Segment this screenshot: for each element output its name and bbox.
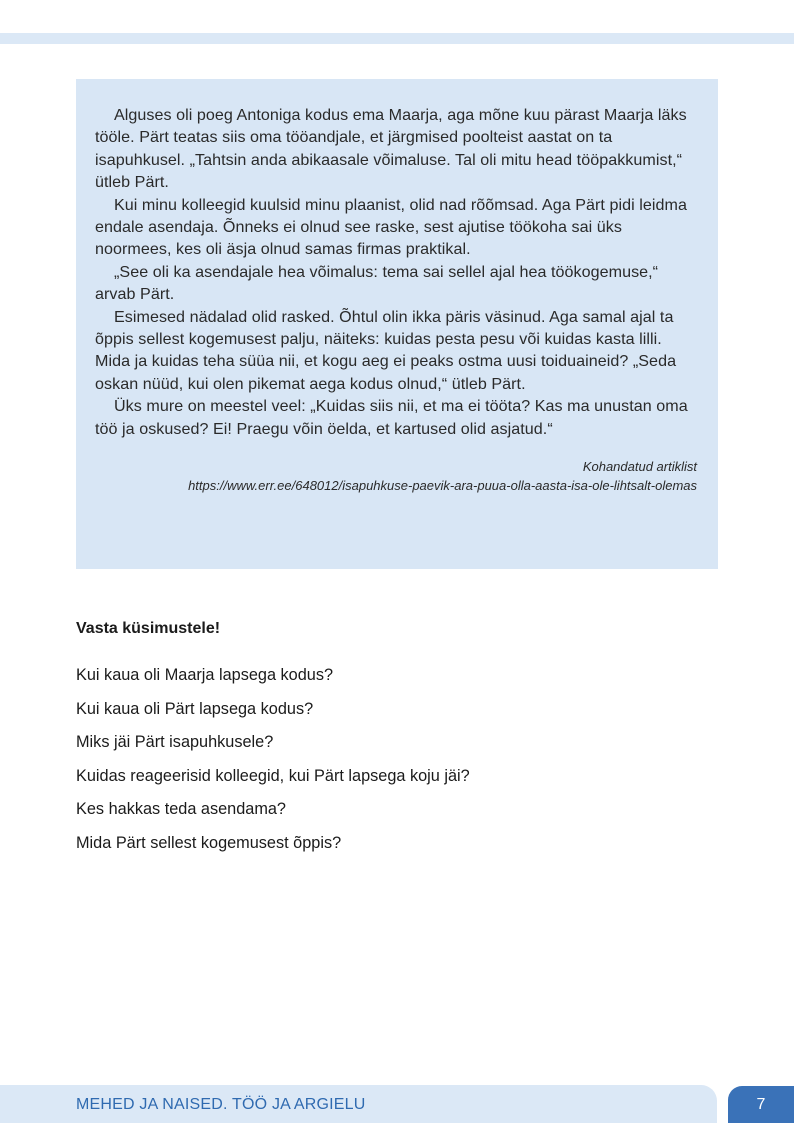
questions-title: Vasta küsimustele! [76,620,221,637]
reading-paragraph: „See oli ka asendajale hea võimalus: tema sai sellel ajal hea töökogemuse,“ arvab Pärt. [95,262,659,304]
reading-text-box [76,79,718,569]
reading-paragraph: Esimesed nädalad olid rasked. Õhtul olin ikka päris väsinud. Aga samal ajal ta õppis sellest kogemusest palju, näiteks: kuidas pesta pesu või kuidas kasta lilli. Mida ja kuidas teha süüa nii, et kogu aeg ei peaks ostma uusi toiduaineid? „Seda oskan nüüd, kui olen pikemat aega kodus olnud,“ ütleb Pärt. [95,307,677,393]
question-item: Kes hakkas teda asendama? [76,800,286,818]
question-item: Kui kaua oli Maarja lapsega kodus? [76,666,334,684]
question-item: Miks jäi Pärt isapuhkusele? [76,733,274,751]
question-list [76,664,470,865]
reading-paragraph: Üks mure on meestel veel: „Kuidas siis nii, et ma ei tööta? Kas ma unustan oma töö ja oskused? Ei! Praegu võin öelda, et kartused olid asjatud.“ [95,397,688,438]
footer-section-title: MEHED JA NAISED. TÖÖ JA ARGIELU [76,1096,366,1113]
question-item: Kuidas reageerisid kolleegid, kui Pärt lapsega koju jäi? [76,766,470,785]
page-number: 7 [728,1086,794,1123]
reading-paragraph: Alguses oli poeg Antoniga kodus ema Maarja, aga mõne kuu pärast Maarja läks tööle. Pärt teatas siis oma tööandjale, et järgmised poolteist aastat on ta isapuhkusel. „Tahtsin anda abikaasale võimaluse. Tal oli mitu head tööpakkumist,“ ütleb Pärt. [95,106,687,192]
source-url: https://www.err.ee/648012/isapuhkuse-paevik-ara-puua-olla-aasta-isa-ole-lihtsalt-olemas [188,478,697,494]
source-citation [95,457,698,495]
top-decorative-band [0,33,794,44]
reading-paragraph: Kui minu kolleegid kuulsid minu plaanist, olid nad rõõmsad. Aga Pärt pidi leidma endale asendaja. Õnneks ei olnud see raske, sest ajutise töökoha sai üks noormees, kes oli äsja olnud samas firmas praktikal. [95,195,687,259]
source-label: Kohandatud artiklist [582,459,697,475]
question-item: Kui kaua oli Pärt lapsega kodus? [76,699,314,718]
question-item: Mida Pärt sellest kogemusest õppis? [76,833,342,852]
